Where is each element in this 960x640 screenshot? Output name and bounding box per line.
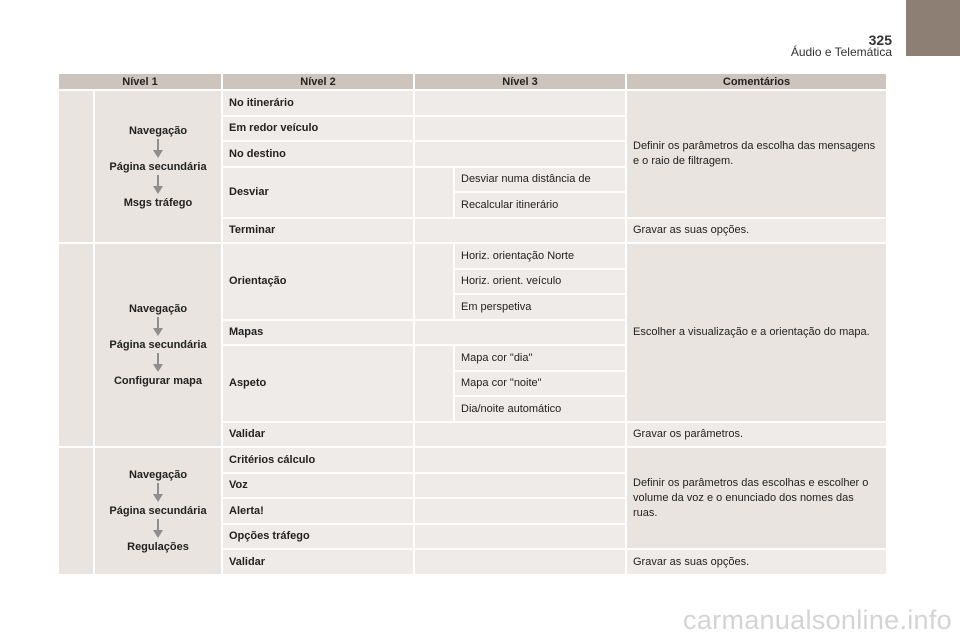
level3-empty-cell: [414, 498, 626, 524]
level3-empty-cell: [414, 447, 626, 473]
final-comment-cell: Gravar as suas opções.: [626, 549, 887, 575]
level3-cell: Dia/noite automático: [454, 396, 626, 422]
level2-cell: Opções tráfego: [222, 524, 414, 550]
level2-cell: Desviar: [222, 167, 414, 218]
level3-empty-cell: [414, 422, 626, 448]
settings-table: [57, 72, 888, 576]
final-comment-cell: Gravar os parâmetros.: [626, 422, 887, 448]
level2-final-cell: Validar: [222, 422, 414, 448]
arrow-down-icon: [152, 353, 164, 373]
comment-cell: Definir os parâmetros das escolhas e escolher o volume da voz e o enunciado dos nomes das ruas.: [626, 447, 887, 549]
level2-final-cell: Terminar: [222, 218, 414, 244]
page-corner-tab: [906, 0, 960, 56]
level3-empty-cell: [414, 524, 626, 550]
level3-empty-cell: [414, 141, 626, 167]
table-row: [58, 447, 887, 473]
watermark: carmanualsonline.info: [683, 605, 952, 635]
level2-cell: Orientação: [222, 243, 414, 320]
level3-cell: Mapa cor "dia": [454, 345, 626, 371]
level2-cell: Critérios cálculo: [222, 447, 414, 473]
level3-cell: Em perspetiva: [454, 294, 626, 320]
level3-cell: Recalcular itinerário: [454, 192, 626, 218]
level3-empty-cell: [414, 473, 626, 499]
level2-final-cell: Validar: [222, 549, 414, 575]
header-nivel-2: Nível 2: [222, 73, 414, 90]
level2-cell: Mapas: [222, 320, 414, 346]
arrow-down-icon: [152, 483, 164, 503]
arrow-down-icon: [152, 519, 164, 539]
level3-empty-cell: [414, 549, 626, 575]
level3-cell: Horiz. orient. veículo: [454, 269, 626, 295]
level1-path-step: Página secundária: [109, 160, 207, 173]
table-row: [58, 90, 887, 116]
level3-empty-cell: [414, 320, 626, 346]
table-header-row: [58, 73, 887, 90]
level2-cell: No destino: [222, 141, 414, 167]
level3-cell: Desviar numa distância de: [454, 167, 626, 193]
table-row: [58, 243, 887, 269]
header-nivel-1: Nível 1: [58, 73, 222, 90]
level3-cell: Horiz. orientação Norte: [454, 243, 626, 269]
level3-empty-cell: [414, 90, 626, 116]
level1-path-step: Navegação: [128, 124, 188, 137]
arrow-down-icon: [152, 175, 164, 195]
level1-path-step: Página secundária: [109, 339, 207, 351]
section-title: Áudio e Telemática: [790, 45, 892, 59]
level1-path-step: Regulações: [127, 540, 189, 553]
level1-path-step: Página secundária: [109, 504, 207, 517]
comment-cell: Escolher a visualização e a orientação do mapa.: [626, 243, 887, 422]
header-nivel-3: Nível 3: [414, 73, 626, 90]
level1-path: [94, 90, 222, 243]
level3-indent-cell: [414, 243, 454, 320]
level1-path: [94, 243, 222, 447]
level1-blank-cell: [58, 90, 94, 243]
level1-path: [94, 447, 222, 575]
page-number: 325: [868, 32, 892, 48]
level2-cell: No itinerário: [222, 90, 414, 116]
level1-blank-cell: [58, 447, 94, 575]
level3-empty-cell: [414, 218, 626, 244]
level1-path-step: Msgs tráfego: [123, 196, 193, 209]
level3-indent-cell: [414, 345, 454, 422]
level3-indent-cell: [414, 167, 454, 218]
level1-blank-cell: [58, 243, 94, 447]
level2-cell: Em redor veículo: [222, 116, 414, 142]
comment-cell: Definir os parâmetros da escolha das mensagens e o raio de filtragem.: [626, 90, 887, 218]
level1-path-step: Navegação: [128, 468, 188, 481]
level2-cell: Alerta!: [222, 498, 414, 524]
table-body: [58, 90, 887, 575]
level3-empty-cell: [414, 116, 626, 142]
arrow-down-icon: [152, 317, 164, 337]
header-comentarios: Comentários: [626, 73, 887, 90]
level1-path-step: Navegação: [128, 303, 188, 315]
level1-path-step: Configurar mapa: [113, 375, 202, 387]
arrow-down-icon: [152, 139, 164, 159]
level2-cell: Aspeto: [222, 345, 414, 422]
level2-cell: Voz: [222, 473, 414, 499]
level3-cell: Mapa cor "noite": [454, 371, 626, 397]
final-comment-cell: Gravar as suas opções.: [626, 218, 887, 244]
